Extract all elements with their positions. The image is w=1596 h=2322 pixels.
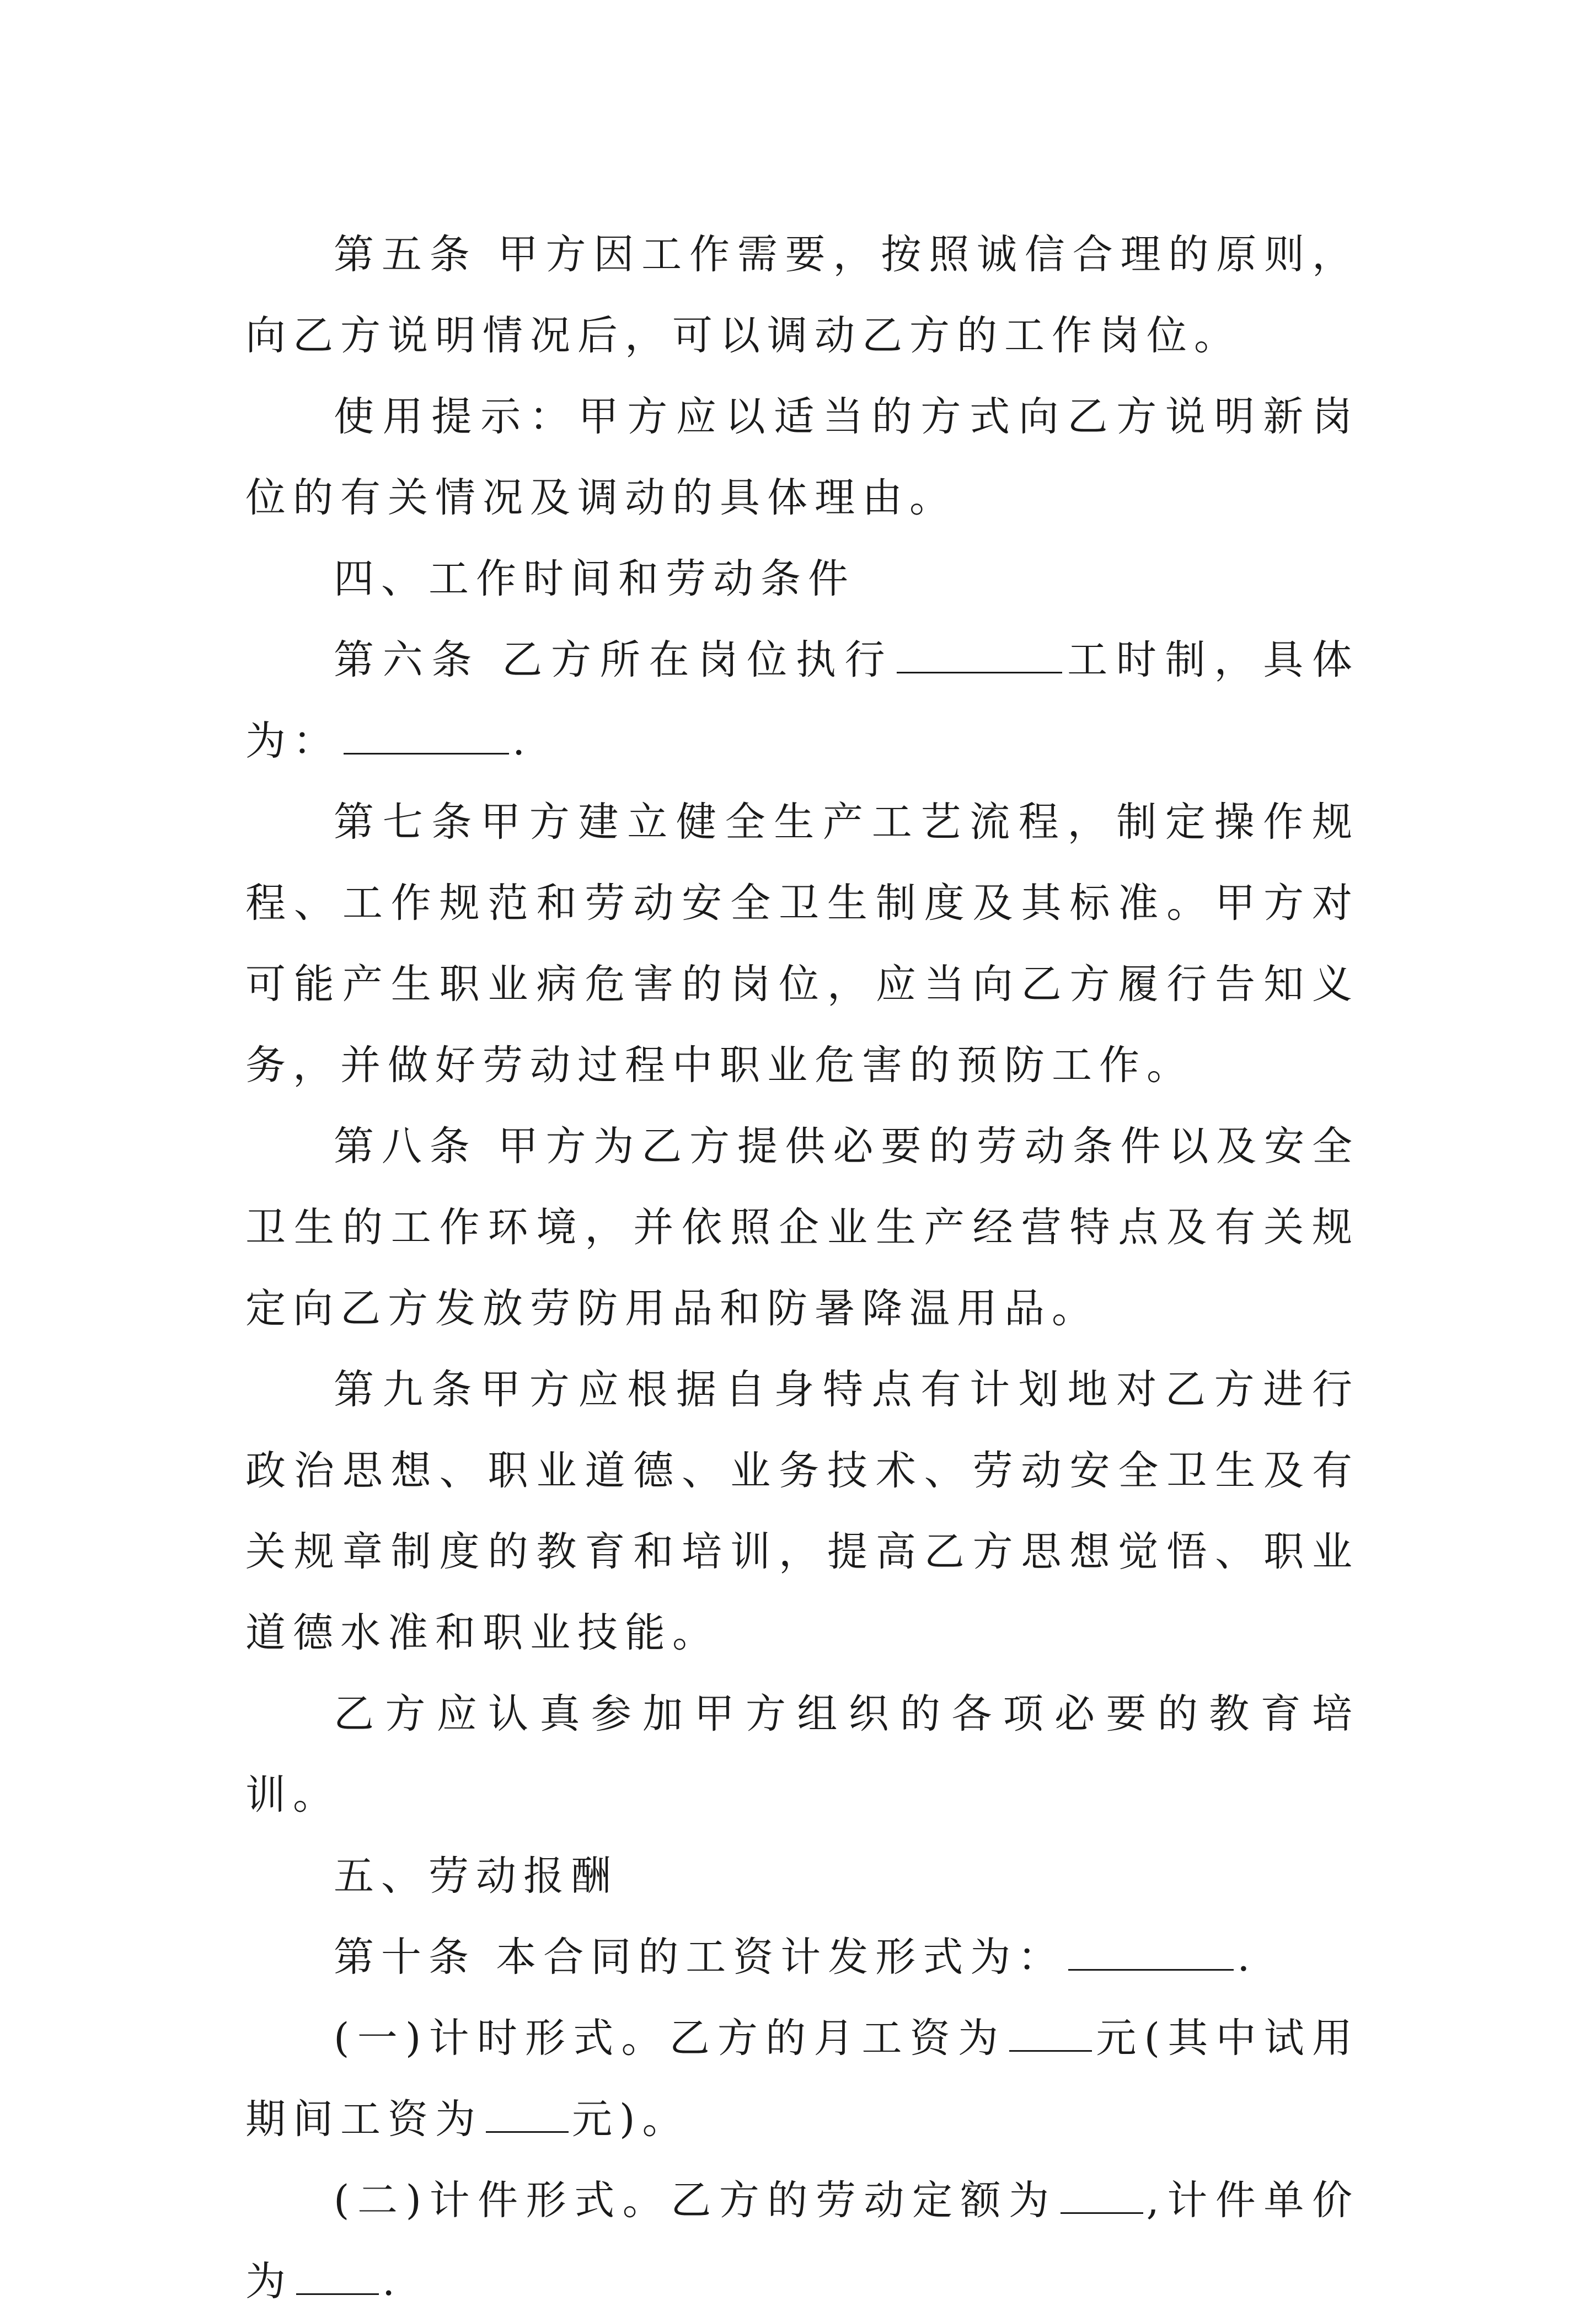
item-1-text-c: 元)。	[572, 2096, 690, 2143]
article-5: 第五条 甲方因工作需要，按照诚信合理的原则，向乙方说明情况后，可以调动乙方的工作岗位。	[245, 231, 1359, 359]
article-10-text-a: 第十条 本合同的工资计发形式为：	[334, 1934, 1065, 1981]
article-10-text-b: .	[1237, 1934, 1257, 1981]
article-6	[245, 619, 1359, 782]
article-6-text-a: 第六条 乙方所在岗位执行	[334, 636, 894, 683]
article-8: 第八条 甲方为乙方提供必要的劳动条件以及安全卫生的工作环境，并依照企业生产经营特点及有关规定向乙方发放劳防用品和防暑降温用品。	[245, 1123, 1359, 1332]
fill-blank	[1068, 1933, 1234, 1971]
item-1-time-based	[245, 1998, 1359, 2160]
article-9: 第九条甲方应根据自身特点有计划地对乙方进行政治思想、职业道德、业务技术、劳动安全卫生及有关规章制度的教育和培训，提高乙方思想觉悟、职业道德水准和职业技能。	[245, 1366, 1359, 1656]
section-heading-5: 五、劳动报酬	[334, 1853, 618, 1900]
item-1-text-b: 元(其中试用期间工资为	[245, 2015, 1359, 2143]
usage-tip: 使用提示：甲方应以适当的方式向乙方说明新岗位的有关情况及调动的具体理由。	[245, 393, 1359, 521]
fill-blank	[344, 716, 509, 755]
article-10	[245, 1917, 1359, 1998]
contract-body	[245, 214, 1359, 2322]
item-2-text-b: ,计件单价为	[245, 2177, 1359, 2305]
article-6-text-b: 工时制，具体为：	[245, 636, 1359, 764]
item-2-text-c: .	[382, 2258, 403, 2305]
training-note: 乙方应认真参加甲方组织的各项必要的教育培训。	[245, 1690, 1359, 1818]
fill-blank	[897, 635, 1062, 673]
item-2-text-a: (二)计件形式。乙方的劳动定额为	[334, 2177, 1057, 2224]
fill-blank	[296, 2257, 379, 2295]
item-2-piece-based	[245, 2160, 1359, 2322]
article-6-text-c: .	[512, 718, 533, 764]
fill-blank	[486, 2095, 569, 2133]
fill-blank	[1009, 2014, 1092, 2052]
fill-blank	[1061, 2176, 1143, 2214]
section-heading-4: 四、工作时间和劳动条件	[334, 555, 855, 602]
item-1-text-a: (一)计时形式。乙方的月工资为	[334, 2015, 1006, 2062]
article-7: 第七条甲方建立健全生产工艺流程，制定操作规程、工作规范和劳动安全卫生制度及其标准。甲方对可能产生职业病危害的岗位，应当向乙方履行告知义务，并做好劳动过程中职业危害的预防工作。	[245, 799, 1359, 1089]
